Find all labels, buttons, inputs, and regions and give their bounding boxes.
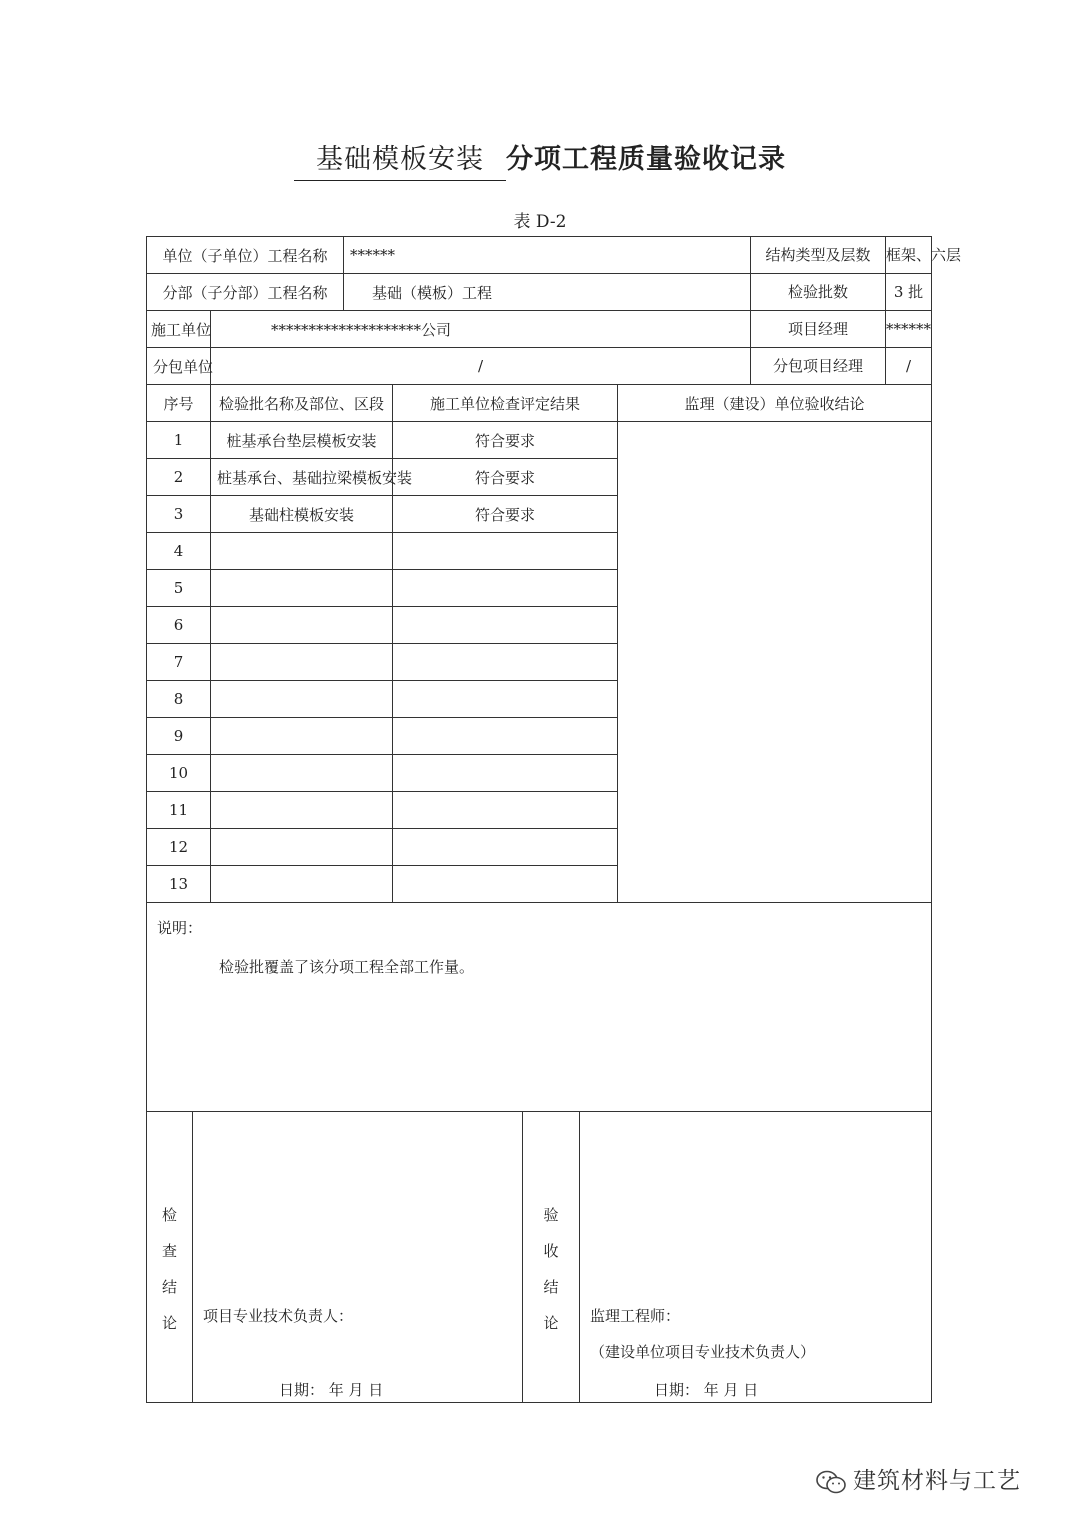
accept-label-char: 结 [543,1278,559,1296]
wechat-icon [815,1469,847,1495]
check-label-char: 检 [161,1206,177,1224]
pm-value: ****** [886,320,932,338]
row-batch-name: 桩基承台、基础拉梁模板安装 [211,459,393,496]
row-no: 1 [147,422,211,459]
structure-label: 结构类型及层数 [751,237,886,273]
row-result [393,644,618,681]
subproject-label: 分部（子分部）工程名称 [147,274,344,311]
structure-value: 框架、六层 [886,246,962,264]
check-signature-box [193,1112,523,1402]
conclusion-cell [618,422,932,903]
row-batch-name [211,644,393,681]
check-date: 日期： 年 月 日 [279,1381,384,1399]
row-batch-name [211,607,393,644]
row-no: 4 [147,533,211,570]
row-batch-name: 基础柱模板安装 [211,496,393,533]
accept-label-char: 论 [543,1314,559,1332]
form-title [0,140,1080,181]
remark-label: 说明： [157,919,203,937]
watermark-text: 建筑材料与工艺 [853,1468,1021,1494]
subcontractor-value: / [211,348,751,385]
check-label-char: 论 [161,1314,177,1332]
accept-vertical-label [523,1112,580,1402]
title-main: 分项工程质量验收记录 [506,144,786,175]
check-label-char: 查 [161,1242,177,1260]
row-result: 符合要求 [393,496,618,533]
header-row-project [147,237,932,274]
row-no: 9 [147,718,211,755]
row-batch-name [211,570,393,607]
row-batch-name [211,681,393,718]
row-result [393,755,618,792]
signature-cell [147,1112,932,1403]
row-no: 7 [147,644,211,681]
row-result [393,718,618,755]
row-no: 12 [147,829,211,866]
row-batch-name [211,866,393,903]
row-no: 10 [147,755,211,792]
project-name-value: ****** [344,237,751,274]
wechat-watermark [815,1462,1021,1495]
accept-signer: 监理工程师： [590,1307,681,1325]
row-result [393,866,618,903]
col-result-header: 施工单位检查评定结果 [393,385,618,422]
project-name-label: 单位（子单位）工程名称 [147,237,344,274]
row-no: 3 [147,496,211,533]
contractor-value: ********************公司 [211,311,751,348]
contractor-label: 施工单位 [147,311,211,348]
row-no: 11 [147,792,211,829]
header-row-contractor [147,311,932,348]
sub-pm-cell [751,348,932,385]
header-row-subproject [147,274,932,311]
row-batch-name: 桩基承台垫层模板安装 [211,422,393,459]
sub-pm-label: 分包项目经理 [751,348,886,384]
row-result [393,607,618,644]
subcontractor-label: 分包单位 [147,348,211,385]
batch-count-label: 检验批数 [751,274,886,310]
row-no: 6 [147,607,211,644]
col-conclusion-header: 监理（建设）单位验收结论 [618,385,932,422]
remark-row [147,903,932,1112]
row-result: 符合要求 [393,422,618,459]
check-label-char: 结 [161,1278,177,1296]
batch-count-value: 3 批 [893,283,924,301]
pm-cell [751,311,932,348]
remark-cell [147,903,932,1112]
remark-text: 检验批覆盖了该分项工程全部工作量。 [219,958,475,976]
pm-label: 项目经理 [751,311,886,347]
row-batch-name [211,829,393,866]
batch-count-cell [751,274,932,311]
row-batch-name [211,755,393,792]
row-no: 8 [147,681,211,718]
row-result [393,681,618,718]
col-batch-name-header: 检验批名称及部位、区段 [211,385,393,422]
row-no: 2 [147,459,211,496]
accept-signature-box [580,1112,931,1402]
accept-signer-alt: （建设单位项目专业技术负责人） [590,1343,816,1361]
subproject-value: 基础（模板）工程 [344,274,751,311]
accept-date: 日期： 年 月 日 [654,1381,759,1399]
row-result: 符合要求 [393,459,618,496]
row-no: 5 [147,570,211,607]
row-batch-name [211,792,393,829]
row-result [393,533,618,570]
accept-label-char: 验 [543,1206,559,1224]
row-result [393,570,618,607]
check-signer: 项目专业技术负责人： [203,1307,354,1325]
accept-label-char: 收 [543,1242,559,1260]
title-fill-in: 基础模板安装 [294,140,506,181]
acceptance-record-table [146,236,962,1403]
header-row-subcontractor [147,348,932,385]
row-batch-name [211,533,393,570]
row-no: 13 [147,866,211,903]
table-number: 表 D-2 [513,212,567,232]
column-header-row [147,385,932,422]
row-result [393,792,618,829]
row-result [393,829,618,866]
structure-cell [751,237,962,274]
row-batch-name [211,718,393,755]
table-row [147,422,932,459]
sub-pm-value: / [906,357,912,375]
check-vertical-label [147,1112,193,1402]
signature-row [147,1112,932,1403]
col-no-header: 序号 [147,385,211,422]
